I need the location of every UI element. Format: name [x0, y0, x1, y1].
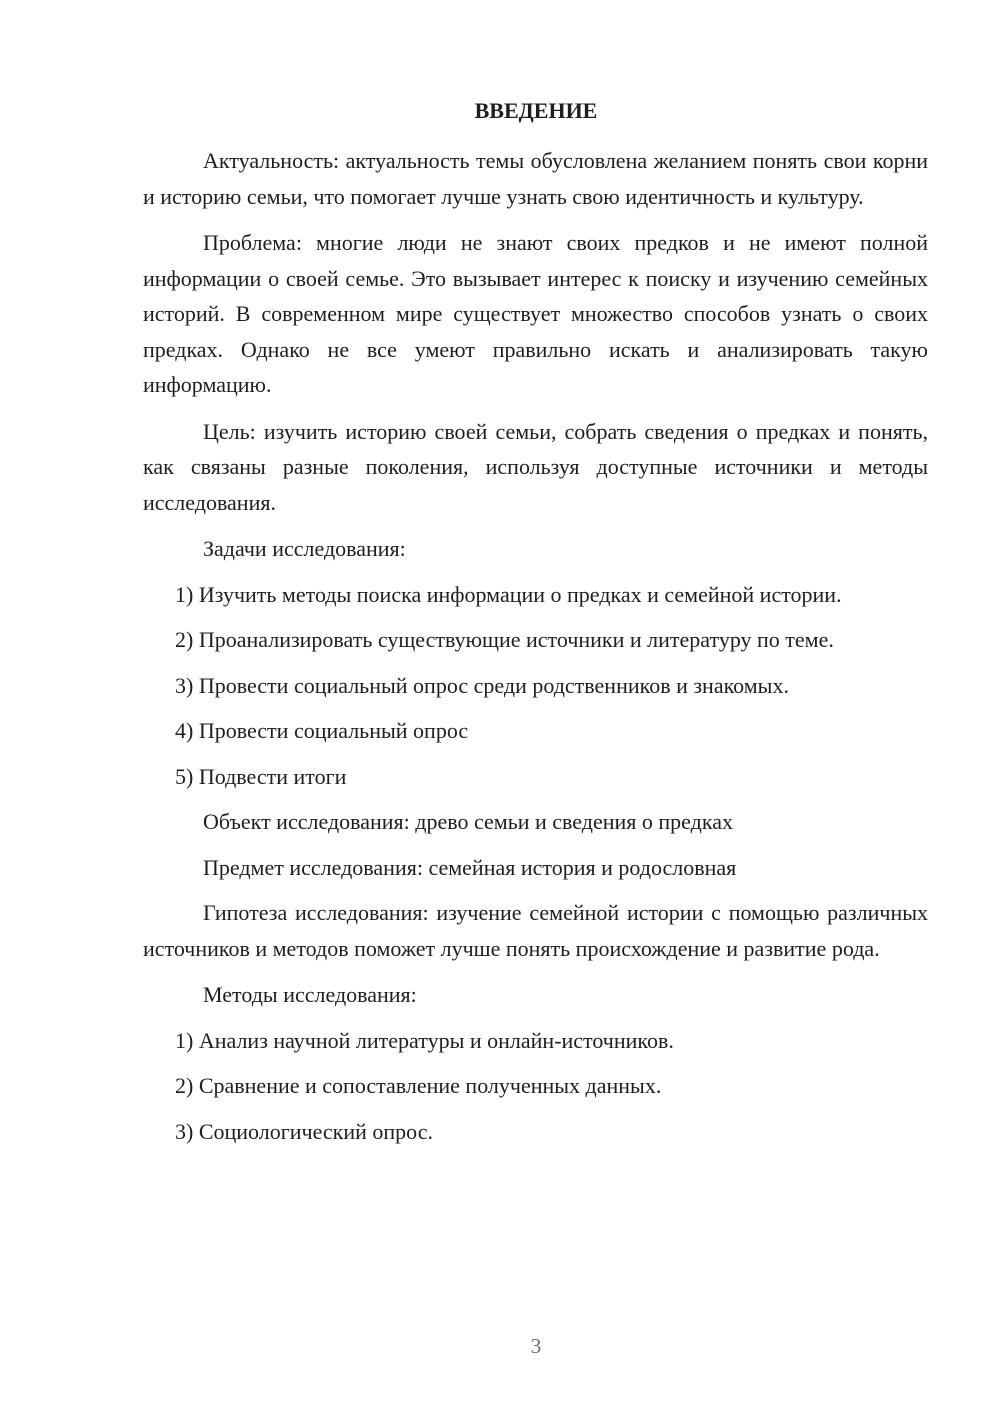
task-item: 3) Провести социальный опрос среди родственников и знакомых. — [175, 672, 789, 698]
goal-paragraph: Цель: изучить историю своей семьи, собрать сведения о предках и понять, как связаны разные поколения, используя доступные источники и методы исследования. — [143, 418, 928, 515]
task-item: 4) Провести социальный опрос — [175, 718, 469, 743]
hypothesis-paragraph: Гипотеза исследования: изучение семейной истории с помощью различных источников и методов поможет лучше понять происхождение и развитие рода. — [143, 900, 928, 961]
task-item: 5) Подвести итоги — [175, 763, 347, 789]
subject-line: Предмет исследования: семейная история и родословная — [203, 854, 737, 880]
document-body — [143, 143, 928, 1159]
tasks-heading: Задачи исследования: — [203, 536, 406, 561]
page-number: 3 — [530, 1334, 542, 1358]
page-title: ВВЕДЕНИЕ — [474, 98, 598, 123]
relevance-paragraph: Актуальность: актуальность темы обусловлена желанием понять свои корни и историю семьи, что помогает лучше узнать свою идентичность и культуру. — [143, 148, 928, 209]
method-item: 3) Социологический опрос. — [175, 1118, 433, 1144]
problem-paragraph: Проблема: многие люди не знают своих предков и не имеют полной информации о своей семье. Это вызывает интерес к поиску и изучению семейных историй. В современном мире существует множество способов узнать о своих предках. Однако не все умеют правильно искать и анализировать такую информацию. — [143, 230, 928, 397]
methods-heading: Методы исследования: — [203, 982, 417, 1007]
object-line: Объект исследования: древо семьи и сведения о предках — [203, 809, 733, 834]
method-item: 2) Сравнение и сопоставление полученных данных. — [175, 1073, 662, 1098]
task-item: 1) Изучить методы поиска информации о предках и семейной истории. — [175, 581, 842, 607]
method-item: 1) Анализ научной литературы и онлайн-источников. — [175, 1027, 674, 1053]
task-item: 2) Проанализировать существующие источники и литературу по теме. — [175, 627, 834, 652]
